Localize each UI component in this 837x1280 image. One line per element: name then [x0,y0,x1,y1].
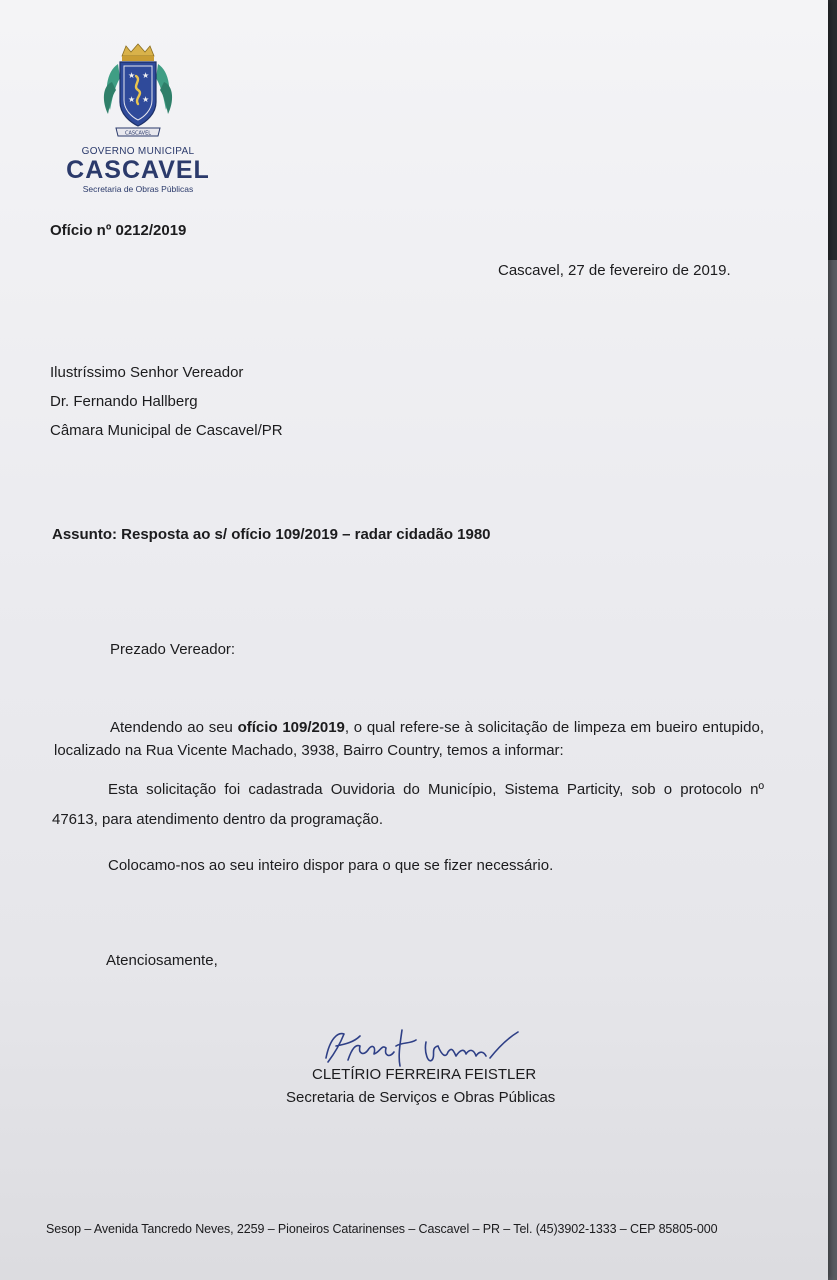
svg-text:★: ★ [128,71,136,80]
svg-text:★: ★ [142,95,150,104]
letterhead-logo [58,42,218,202]
footer-address: Sesop – Avenida Tancredo Neves, 2259 – Pioneiros Catarinenses – Cascavel – PR – Tel. (45)3902-1333 – CEP 85805-000 [46,1222,718,1236]
city-crest-icon [98,42,178,142]
signer-title: Secretaria de Serviços e Obras Públicas [286,1089,556,1106]
paragraph-1-start: Atendendo ao seu [110,719,238,736]
crest-banner-text: CASCAVEL [124,130,152,137]
recipient-line-2: Dr. Fernando Hallberg [50,393,198,410]
paragraph-3: Colocamo-nos ao seu inteiro dispor para o que se fizer necessário. [108,857,554,874]
document-date: Cascavel, 27 de fevereiro de 2019. [498,262,731,279]
letterhead-government: GOVERNO MUNICIPAL [81,146,195,157]
document-number: Ofício nº 0212/2019 [50,222,187,239]
salutation: Prezado Vereador: [110,641,236,658]
paragraph-1-end: , o qual refere-se à solicitação de limpeza em bueiro entupido, localizado na Rua Vicente Machado, 3938, Bairro Country, temos a informar: [54,719,764,759]
subject-line: Assunto: Resposta ao s/ ofício 109/2019 – radar cidadão 1980 [52,526,491,543]
svg-text:★: ★ [142,71,150,80]
recipient-line-3: Câmara Municipal de Cascavel/PR [50,422,283,439]
svg-text:★: ★ [128,95,136,104]
letterhead-city: CASCAVEL [66,156,210,184]
paragraph-1-reference: ofício 109/2019 [237,719,345,736]
handwritten-signature [320,1022,530,1072]
recipient-line-1: Ilustríssimo Senhor Vereador [50,364,244,381]
letterhead-department: Secretaria de Obras Públicas [82,184,194,194]
paragraph-1 [54,716,764,762]
paragraph-2: Esta solicitação foi cadastrada Ouvidoria do Município, Sistema Particity, sob o protocolo nº 47613, para atendimento dentro da programação. [52,781,764,828]
closing: Atenciosamente, [106,952,218,969]
signer-name: CLETÍRIO FERREIRA FEISTLER [312,1066,537,1083]
